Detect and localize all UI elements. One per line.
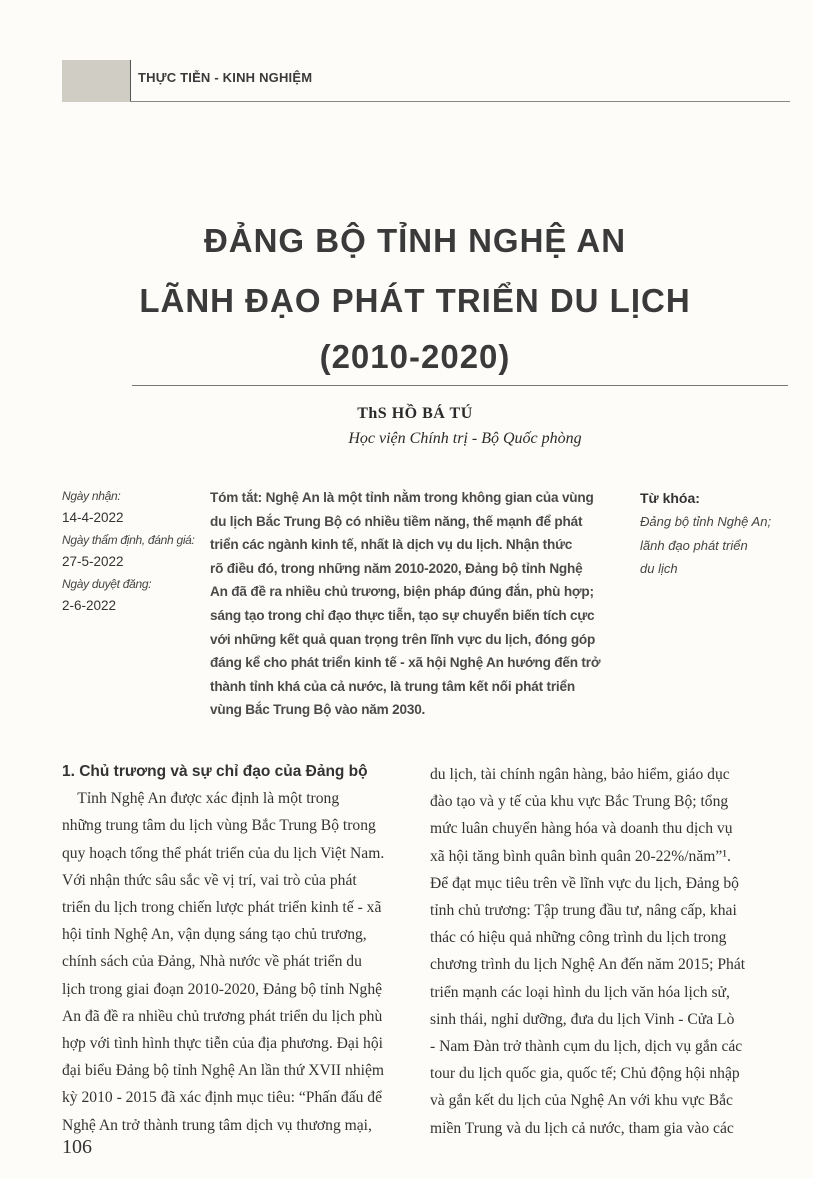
abstract-line: đáng kể cho phát triển kinh tế - xã hội Nghệ An hướng đến trở [210, 655, 601, 671]
body-line: lịch trong giai đoạn 2010-2020, Đảng bộ tỉnh Nghệ [62, 980, 383, 998]
abstract-line: vùng Bắc Trung Bộ vào năm 2030. [210, 702, 426, 718]
abstract-line: An đã đề ra nhiều chủ trương, biện pháp đúng đắn, phù hợp; [210, 584, 594, 600]
article-dates [62, 486, 212, 618]
page-number: 106 [62, 1136, 92, 1158]
author-affiliation: Học viện Chính trị - Bộ Quốc phòng [348, 430, 582, 447]
body-line: du lịch, tài chính ngân hàng, bảo hiểm, giáo dục [430, 766, 730, 783]
abstract-line: với những kết quả quan trọng trên lĩnh vực du lịch, đóng góp [210, 631, 596, 647]
body-line: kỳ 2010 - 2015 đã xác định mục tiêu: “Phấn đấu để [62, 1089, 383, 1107]
abstract-line: thành tỉnh khá của cả nước, là trung tâm kết nối phát triển [210, 678, 575, 694]
keyword-line: lãnh đạo phát triển [640, 537, 748, 553]
keywords [640, 486, 790, 581]
received-label: Ngày nhận: [62, 489, 121, 503]
body-line: triển du lịch trong chiến lược phát triển kinh tế - xã [62, 899, 382, 917]
header-shade-block [62, 60, 130, 102]
abstract-line: Tóm tắt: Nghệ An là một tỉnh nằm trong không gian của vùng [210, 490, 594, 505]
section-heading: 1. Chủ trương và sự chỉ đạo của Đảng bộ [62, 763, 368, 780]
abstract-line: sáng tạo trong chỉ đạo thực tiễn, tạo sự chuyển biến tích cực [210, 607, 595, 623]
keywords-list [640, 510, 790, 581]
body-line: miền Trung và du lịch cả nước, tham gia vào các [430, 1119, 734, 1137]
body-line: hội tỉnh Nghệ An, vận dụng sáng tạo chủ trương, [62, 926, 367, 944]
body-line: tỉnh chủ trương: Tập trung đầu tư, nâng cấp, khai [430, 902, 737, 920]
keywords-title: Từ khóa: [640, 490, 700, 506]
abstract-line: du lịch Bắc Trung Bộ có nhiều tiềm năng, thế mạnh để phát [210, 513, 583, 529]
title-line-2: LÃNH ĐẠO PHÁT TRIỂN DU LỊCH [139, 282, 691, 319]
body-column-right [430, 761, 780, 1142]
body-line: hợp với tình hình thực tiễn của địa phương. Đại hội [62, 1035, 383, 1053]
body-line: Với nhận thức sâu sắc về vị trí, vai trò của phát [62, 871, 357, 889]
body-line: những trung tâm du lịch vùng Bắc Trung Bộ trong [62, 817, 376, 835]
body-line: sinh thái, nghỉ dưỡng, đưa du lịch Vinh - Cửa Lò [430, 1010, 735, 1028]
body-column-left [62, 758, 412, 1139]
header-divider [130, 60, 131, 102]
title-line-3: (2010-2020) [319, 338, 511, 375]
body-line: chương trình du lịch Nghệ An đến năm 2015; Phát [430, 956, 746, 974]
keyword-line: du lịch [640, 561, 678, 576]
title-separator [132, 385, 788, 386]
section-label: THỰC TIỄN - KINH NGHIỆM [138, 70, 313, 85]
body-line: An đã đề ra nhiều chủ trương phát triển du lịch phù [62, 1007, 383, 1025]
abstract-line: triển các ngành kinh tế, nhất là dịch vụ du lịch. Nhận thức [210, 537, 573, 553]
body-line: Nghệ An trở thành trung tâm dịch vụ thương mại, [62, 1116, 372, 1134]
abstract [210, 486, 626, 722]
abstract-line: rõ điều đó, trong những năm 2010-2020, Đảng bộ tỉnh Nghệ [210, 560, 583, 576]
title-line-1: ĐẢNG BỘ TỈNH NGHỆ AN [203, 222, 627, 259]
approved-label: Ngày duyệt đăng: [62, 577, 152, 591]
body-line: mức luân chuyển hàng hóa và doanh thu dịch vụ [430, 820, 733, 838]
body-line: tour du lịch quốc gia, quốc tế; Chủ động hội nhập [430, 1065, 740, 1083]
reviewed-date: 27-5-2022 [62, 554, 124, 569]
author-name: ThS HỒ BÁ TÚ [357, 405, 473, 422]
body-line: triển mạnh các loại hình du lịch văn hóa lịch sử, [430, 983, 730, 1001]
header-rule [130, 101, 790, 102]
body-line: đào tạo và y tế của khu vực Bắc Trung Bộ; tổng [430, 793, 729, 811]
body-line: Tỉnh Nghệ An được xác định là một trong [62, 790, 340, 808]
keyword-line: Đảng bộ tỉnh Nghệ An; [640, 514, 772, 529]
body-line: thác có hiệu quả những công trình du lịch trong [430, 929, 727, 947]
body-line: - Nam Đàn trở thành cụm du lịch, dịch vụ gắn các [430, 1038, 743, 1056]
body-line: quy hoạch tổng thể phát triển của du lịch Việt Nam. [62, 844, 385, 862]
body-line: xã hội tăng bình quân bình quân 20-22%/năm”¹. [430, 847, 731, 865]
body-line: và gắn kết du lịch của Nghệ An với khu vực Bắc [430, 1092, 733, 1110]
body-line: đại biểu Đảng bộ tỉnh Nghệ An lần thứ XVII nhiệm [62, 1062, 385, 1080]
body-line: Để đạt mục tiêu trên về lĩnh vực du lịch, Đảng bộ [430, 874, 739, 892]
approved-date: 2-6-2022 [62, 598, 117, 613]
body-line: chính sách của Đảng, Nhà nước về phát triển du [62, 953, 362, 971]
received-date: 14-4-2022 [62, 510, 124, 525]
reviewed-label: Ngày thẩm định, đánh giá: [62, 533, 195, 547]
